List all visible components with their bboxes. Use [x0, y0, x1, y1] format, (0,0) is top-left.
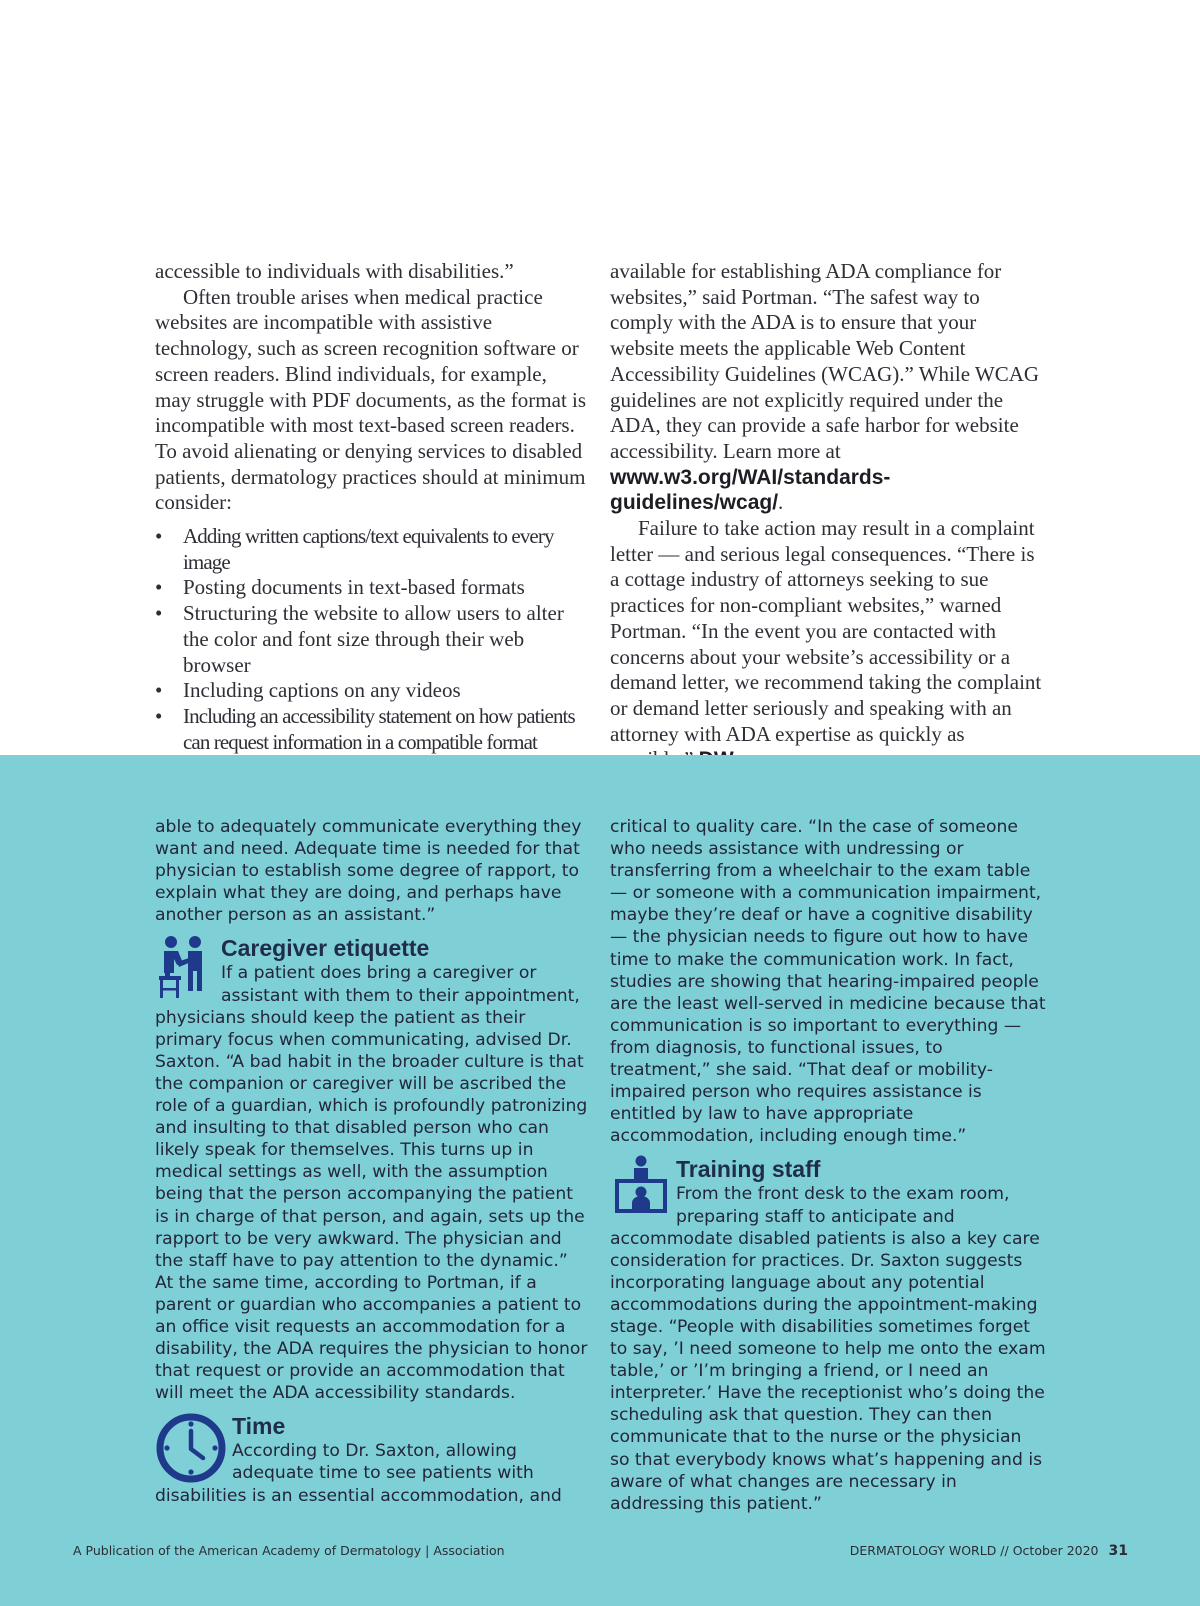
paragraph	[610, 516, 1042, 773]
caregiver-icon	[155, 934, 217, 1000]
sidebar-column-left	[155, 816, 591, 1507]
paragraph-text: Failure to take action may result in a complaint letter — and serious legal consequences. “There is a cottage industry of attorneys seeking to sue practices for non-compliant websites,” warned Portman. “In the event you are contacted with concerns about your website’s accessibility or a demand letter, we recommend taking the complaint or demand letter seriously and speaking with an attorney with ADA expertise as quickly as	[610, 516, 1042, 746]
wcag-link[interactable]: www.w3.org/WAI/standards-guidelines/wcag/	[610, 465, 891, 515]
paragraph-text: available for establishing ADA compliance for websites,” said Portman. “The safest way to comply with the ADA is to ensure that your website meets the applicable Web Content Accessibility Guidelines (WCAG).” While WCAG guidelines are not explicitly required under the ADA, they can provide a safe harbor for website accessibility. Learn more at	[610, 259, 1040, 463]
paragraph: From the front desk to the exam room, preparing staff to anticipate and accommodate disabled patients is also a key care consideration for practices. Dr. Saxton suggests incorporating language about any potential accommodations during the appointment-making stage. “People with disabilities sometimes forget to say, ’I need someone to help me onto the exam table,’ or ’I’m bringing a friend, or I need an interpreter.’ Have the receptionist who’s doing the scheduling ask that question. They can then communicate that to the nurse or the physician so that everybody knows what’s happening and is aware of what changes are necessary in addressing this patient.”	[610, 1184, 1046, 1514]
paragraph-text: .	[778, 490, 784, 515]
list-item: • Including captions on any videos	[155, 678, 587, 704]
paragraph	[610, 259, 1042, 516]
issue-label: DERMATOLOGY WORLD // October 2020	[849, 1543, 1099, 1558]
section-heading: Training staff	[676, 1156, 821, 1183]
paragraph: According to Dr. Saxton, allowing adequate time to see patients with disabilities is an essential accommodation, and	[155, 1441, 562, 1506]
paragraph: accessible to individuals with disabilities.”	[155, 259, 514, 283]
issue-info	[850, 1543, 1128, 1559]
sidebar-column-right	[610, 816, 1046, 1515]
section-heading: Caregiver etiquette	[221, 935, 430, 962]
paragraph: Often trouble arises when medical practice websites are incompatible with assistive technology, such as screen recognition software or screen readers. Blind individuals, for example, may struggle with PDF documents, as the format is incompatible with most text-based screen readers. To avoid alienating or denying services to disabled patients, dermatology practices should at minimum consider:	[155, 284, 587, 515]
time-section	[155, 1412, 591, 1506]
page-number: 31	[1108, 1543, 1128, 1559]
section-heading: Time	[232, 1413, 286, 1440]
paragraph: If a patient does bring a caregiver or assistant with them to their appointment, physicians should keep the patient as their primary focus when communicating, advised Dr. Saxton. “A bad habit in the broader culture is that the companion or caregiver will be ascribed the role of a guardian, which is profoundly patronizing and insulting to that disabled person who can likely speak for themselves. This turns up in medical settings as well, with the assumption being that the person accompanying the patient is in charge of that person, and again, sets up the rapport to be very awkward. The physician and the staff have to pay attention to the dynamic.” At the same time, according to Portman, if a parent or guardian who accompanies a patient to an office visit requests an accommodation for a disability, the ADA requires the physician to honor that request or provide an accommodation that will meet the ADA accessibility standards.	[155, 963, 588, 1404]
article-column-right	[610, 259, 1042, 773]
bullet-list	[155, 524, 587, 755]
caregiver-section	[155, 934, 591, 1404]
article-column-left	[155, 259, 587, 781]
list-item: • Adding written captions/text equivalents to every image	[155, 524, 587, 575]
paragraph: able to adequately communicate everything they want and need. Adequate time is needed for that physician to establish some degree of rapport, to explain what they are doing, and perhaps have another person as an assistant.”	[155, 817, 582, 926]
publication-credit: A Publication of the American Academy of Dermatology | Association	[73, 1543, 505, 1558]
training-icon	[610, 1155, 672, 1221]
training-section	[610, 1155, 1046, 1514]
list-item: • Including an accessibility statement on how patients can request information in a compatible format	[155, 704, 587, 755]
list-item: • Structuring the website to allow users to alter the color and font size through their web browser	[155, 601, 587, 678]
list-item: • Posting documents in text-based formats	[155, 575, 587, 601]
paragraph: critical to quality care. “In the case of someone who needs assistance with undressing or transferring from a wheelchair to the exam table — or someone with a communication impairment, maybe they’re deaf or have a cognitive disability — the physician needs to figure out how to have time to make the communication work. In fact, studies are showing that hearing-impaired people are the least well-served in medicine because that communication is so important to everything — from diagnosis, to functional issues, to treatment,” she said. “That deaf or mobility-impaired person who requires assistance is entitled by law to have appropriate accommodation, including enough time.”	[610, 817, 1046, 1147]
clock-icon	[155, 1412, 227, 1484]
